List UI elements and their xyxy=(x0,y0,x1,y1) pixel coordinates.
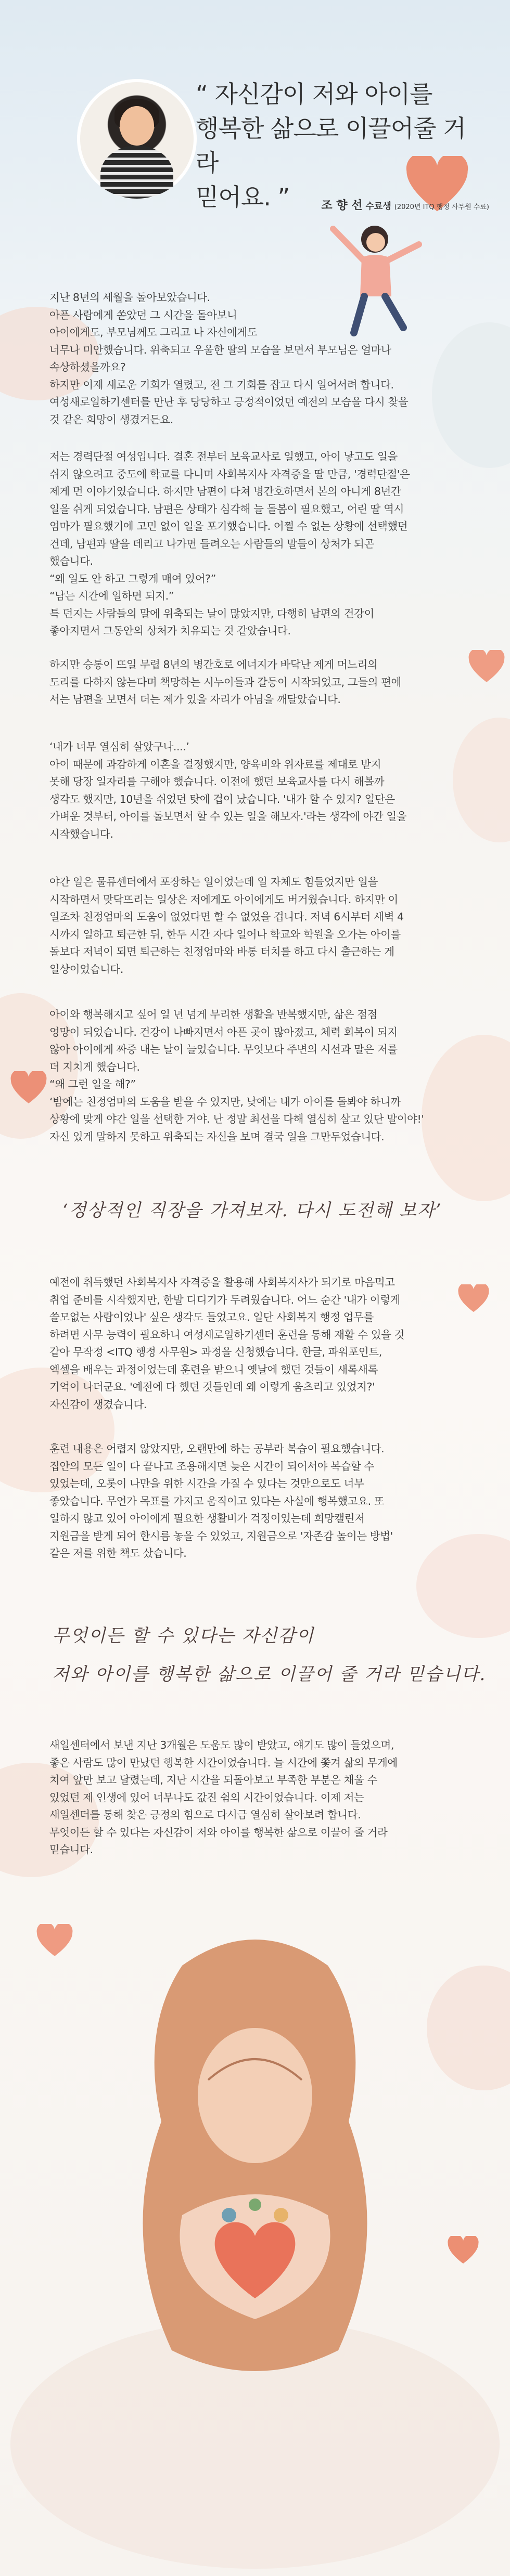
quote-line: 믿어요. ” xyxy=(196,183,290,211)
text-line: 시작했습니다. xyxy=(49,827,113,840)
paragraph-section-3 xyxy=(49,656,466,709)
text-line: 새일센터에서 보낸 지난 3개월은 도움도 많이 받았고, 얘기도 많이 들었으며, xyxy=(49,1739,394,1751)
text-line: 아픈 사람에게 쏟았던 그 시간을 돌아보니 xyxy=(49,308,237,321)
quote-line: “ 자신감이 저와 아이를 xyxy=(196,80,432,108)
text-line: 있었는데, 오롯이 나만을 위한 시간을 가질 수 있다는 것만으로도 너무 xyxy=(49,1477,364,1490)
text-line: 좋았습니다. 무언가 목표를 가지고 움직이고 있다는 사실에 행복했고요. 또 xyxy=(49,1494,385,1507)
woman-hugging-heart-illustration xyxy=(99,1924,411,2470)
text-line: 않아 아이에게 짜증 내는 날이 늘었습니다. 무엇보다 주변의 시선과 말은 저를 xyxy=(49,1043,398,1056)
handwritten-quote-2-line-1: 무엇이든 할 수 있다는 자신감이 xyxy=(52,1625,315,1646)
text-line: 자신 있게 말하지 못하고 위축되는 자신을 보며 결국 일을 그만두었습니다. xyxy=(49,1130,385,1143)
author-note: (2020년 ITQ 행정 사무원 수료) xyxy=(394,203,489,211)
text-line: “왜 일도 안 하고 그렇게 매여 있어?” xyxy=(49,572,216,585)
text-line: ‘밤에는 친정엄마의 도움을 받을 수 있지만, 낮에는 내가 아이를 돌봐야 하니까 xyxy=(49,1095,401,1108)
text-line: 쉬지 않으려고 중도에 학교를 다니며 사회복지사 자격증을 딸 만큼, '경력단절'은 xyxy=(49,467,410,480)
paragraph-section-4 xyxy=(49,738,466,843)
text-line: 치여 앞만 보고 달렸는데, 지난 시간을 되돌아보고 부족한 부분은 채울 수 xyxy=(49,1774,377,1786)
text-line: 무엇이든 할 수 있다는 자신감이 저와 아이를 행복한 삶으로 이끌어 줄 거라 xyxy=(49,1826,388,1839)
text-line: 기억이 나더군요. '예전에 다 했던 것들인데 왜 이렇게 움츠리고 있었지?' xyxy=(49,1381,375,1393)
text-line: 같아 무작정 <ITQ 행정 사무원> 과정을 신청했습니다. 한글, 파워포인트, xyxy=(49,1346,382,1358)
text-line: 것 같은 희망이 생겼거든요. xyxy=(49,413,173,426)
text-line: 집안의 모든 일이 다 끝나고 조용해지면 늦은 시간이 되어서야 복습할 수 xyxy=(49,1460,374,1473)
text-line: 못해 당장 일자리를 구해야 했습니다. 이전에 했던 보육교사를 다시 해볼까 xyxy=(49,775,385,788)
paragraph-section-2 xyxy=(49,448,466,640)
text-line: 생각도 했지만, 10년을 쉬었던 탓에 겁이 났습니다. '내가 할 수 있지? 일단은 xyxy=(49,792,395,805)
text-line: 엄마가 필요했기에 고민 없이 일을 포기했습니다. 어쩔 수 없는 상황에 선택했던 xyxy=(49,520,408,532)
text-line: 저는 경력단절 여성입니다. 결혼 전부터 보육교사로 일했고, 아이 낳고도 일을 xyxy=(49,450,398,463)
text-line: 자신감이 생겼습니다. xyxy=(49,1398,147,1411)
byline xyxy=(260,197,489,213)
text-line: 같은 저를 위한 책도 샀습니다. xyxy=(49,1547,187,1559)
text-line: 예전에 취득했던 사회복지사 자격증을 활용해 사회복지사가 되기로 마음먹고 xyxy=(49,1276,395,1289)
author-role: 수료생 xyxy=(365,201,391,212)
text-line: 취업 준비를 시작했지만, 한발 디디기가 두려웠습니다. 어느 순간 '내가 이렇게 xyxy=(49,1293,401,1306)
pull-quote xyxy=(196,77,487,214)
text-line: 일조차 친정엄마의 도움이 없었다면 할 수 없었을 겁니다. 저녁 6시부터 새벽 4 xyxy=(49,910,404,923)
heart-icon xyxy=(468,650,505,683)
text-line: 하려면 사무 능력이 필요하니 여성새로일하기센터 훈련을 통해 재활 수 있을 것 xyxy=(49,1328,405,1341)
handwritten-quote-1: ‘정상적인 직장을 가져보자. 다시 도전해 보자’ xyxy=(62,1200,442,1221)
text-line: “남는 시간에 일하면 되지.” xyxy=(49,590,174,602)
avatar-body xyxy=(100,146,173,199)
text-line: 엉망이 되었습니다. 건강이 나빠지면서 아픈 곳이 많아졌고, 체력 회복이 되지 xyxy=(49,1025,398,1038)
text-line: 일을 쉬게 되었습니다. 남편은 상태가 심각해 늘 돌봄이 필요했고, 어린 딸 역시 xyxy=(49,502,404,515)
heart-icon xyxy=(10,1071,47,1104)
text-line: 도리를 다하지 않는다며 책망하는 시누이들과 갈등이 시작되었고, 그들의 편에 xyxy=(49,675,401,688)
text-line: 서는 남편을 보면서 더는 제가 있을 자리가 아님을 깨달았습니다. xyxy=(49,693,341,706)
paragraph-section-1 xyxy=(49,289,466,428)
quote-line: 행복한 삶으로 이끌어줄 거라 xyxy=(196,114,466,177)
author-name: 조 향 선 xyxy=(321,199,363,212)
text-line: 훈련 내용은 어렵지 않았지만, 오랜만에 하는 공부라 복습이 필요했습니다. xyxy=(49,1442,385,1455)
text-line: 지원금을 받게 되어 한시름 놓을 수 있었고, 지원금으로 '자존감 높이는 방법' xyxy=(49,1529,393,1542)
paragraph-section-7 xyxy=(49,1274,466,1413)
text-line: 좋아지면서 그동안의 상처가 치유되는 것 같았습니다. xyxy=(49,625,291,637)
text-line: 있었던 제 인생에 있어 너무나도 값진 쉼의 시간이었습니다. 이제 저는 xyxy=(49,1791,364,1804)
text-line: 새일센터를 통해 찾은 긍정의 힘으로 다시금 열심히 살아보려 합니다. xyxy=(49,1809,361,1821)
heart-icon xyxy=(36,1924,73,1957)
text-line: 쓸모없는 사람이었나' 싶은 생각도 들었고요. 일단 사회복지 행정 업무를 xyxy=(49,1311,374,1323)
text-line: 하지만 이제 새로운 기회가 열렸고, 전 그 기회를 잡고 다시 일어서려 합니다. xyxy=(49,378,394,391)
text-line: 너무나 미안했습니다. 위축되고 우울한 딸의 모습을 보면서 부모님은 얼마나 xyxy=(49,343,391,356)
text-line: 시작하면서 맞닥뜨리는 일상은 저에게도 아이에게도 버거웠습니다. 하지만 이 xyxy=(49,893,398,906)
text-line: 아이와 행복해지고 싶어 일 년 넘게 무리한 생활을 반복했지만, 삶은 점점 xyxy=(49,1008,377,1021)
handwritten-quote-2-line-2: 저와 아이를 행복한 삶으로 이끌어 줄 거라 믿습니다. xyxy=(52,1664,487,1685)
text-line: 좋은 사람도 많이 만났던 행복한 시간이었습니다. 늘 시간에 쫓겨 삶의 무게에 xyxy=(49,1756,398,1769)
text-line: ‘내가 너무 열심히 살았구나....’ xyxy=(49,740,189,753)
text-line: 일상이었습니다. xyxy=(49,962,123,975)
text-line: 특 던지는 사람들의 말에 위축되는 날이 많았지만, 다행히 남편의 건강이 xyxy=(49,607,374,620)
avatar-face xyxy=(120,106,154,146)
text-line: 엑셀을 배우는 과정이었는데 훈련을 받으니 옛날에 했던 것들이 새록새록 xyxy=(49,1363,378,1376)
heart-icon xyxy=(448,2236,479,2265)
text-line: 상황에 맞게 야간 일을 선택한 거야. 난 정말 최선을 다해 열심히 살고 있단 말이야!' xyxy=(49,1113,424,1125)
text-line: 지난 8년의 세월을 돌아보았습니다. xyxy=(49,291,210,304)
text-line: 아이에게도, 부모님께도 그리고 나 자신에게도 xyxy=(49,326,258,339)
text-line: 가벼운 것부터, 아이를 돌보면서 할 수 있는 일을 해보자.'라는 생각에 야간 일을 xyxy=(49,810,407,823)
text-line: 하지만 승통이 뜨일 무렵 8년의 병간호로 에너지가 바닥난 제게 머느리의 xyxy=(49,658,378,671)
text-line: 돌보다 저녁이 되면 퇴근하는 친정엄마와 바통 터치를 하고 다시 출근하는 게 xyxy=(49,945,394,958)
text-line: “왜 그런 일을 해?” xyxy=(49,1078,136,1090)
avatar xyxy=(77,79,197,199)
text-line: 시까지 일하고 퇴근한 뒤, 한두 시간 자다 일어나 학교와 학원을 오가는 아이를 xyxy=(49,928,401,941)
text-line: 일하지 않고 있어 아이에게 필요한 생활비가 걱정이었는데 희망캘린저 xyxy=(49,1512,365,1525)
text-line: 야간 일은 물류센터에서 포장하는 일이었는데 일 자체도 힘들었지만 일을 xyxy=(49,876,378,888)
paragraph-section-8 xyxy=(49,1440,466,1563)
text-line: 제게 먼 이야기였습니다. 하지만 남편이 다쳐 병간호하면서 본의 아니게 8년간 xyxy=(49,485,401,498)
paragraph-section-9 xyxy=(49,1737,466,1859)
text-line: 아이 때문에 과감하게 이혼을 결정했지만, 양육비와 위자료를 제대로 받지 xyxy=(49,758,381,771)
text-line: 믿습니다. xyxy=(49,1843,93,1856)
text-line: 했습니다. xyxy=(49,555,93,567)
paragraph-section-6 xyxy=(49,1006,466,1146)
paragraph-section-5 xyxy=(49,874,466,978)
text-line: 건데, 남편과 딸을 데리고 나가면 들려오는 사람들의 말들이 상처가 되곤 xyxy=(49,537,374,550)
text-line: 속상하셨을까요? xyxy=(49,361,126,373)
text-line: 여성새로일하기센터를 만난 후 당당하고 긍정적이었던 예전의 모습을 다시 찾을 xyxy=(49,396,409,408)
text-line: 더 지치게 했습니다. xyxy=(49,1060,140,1073)
